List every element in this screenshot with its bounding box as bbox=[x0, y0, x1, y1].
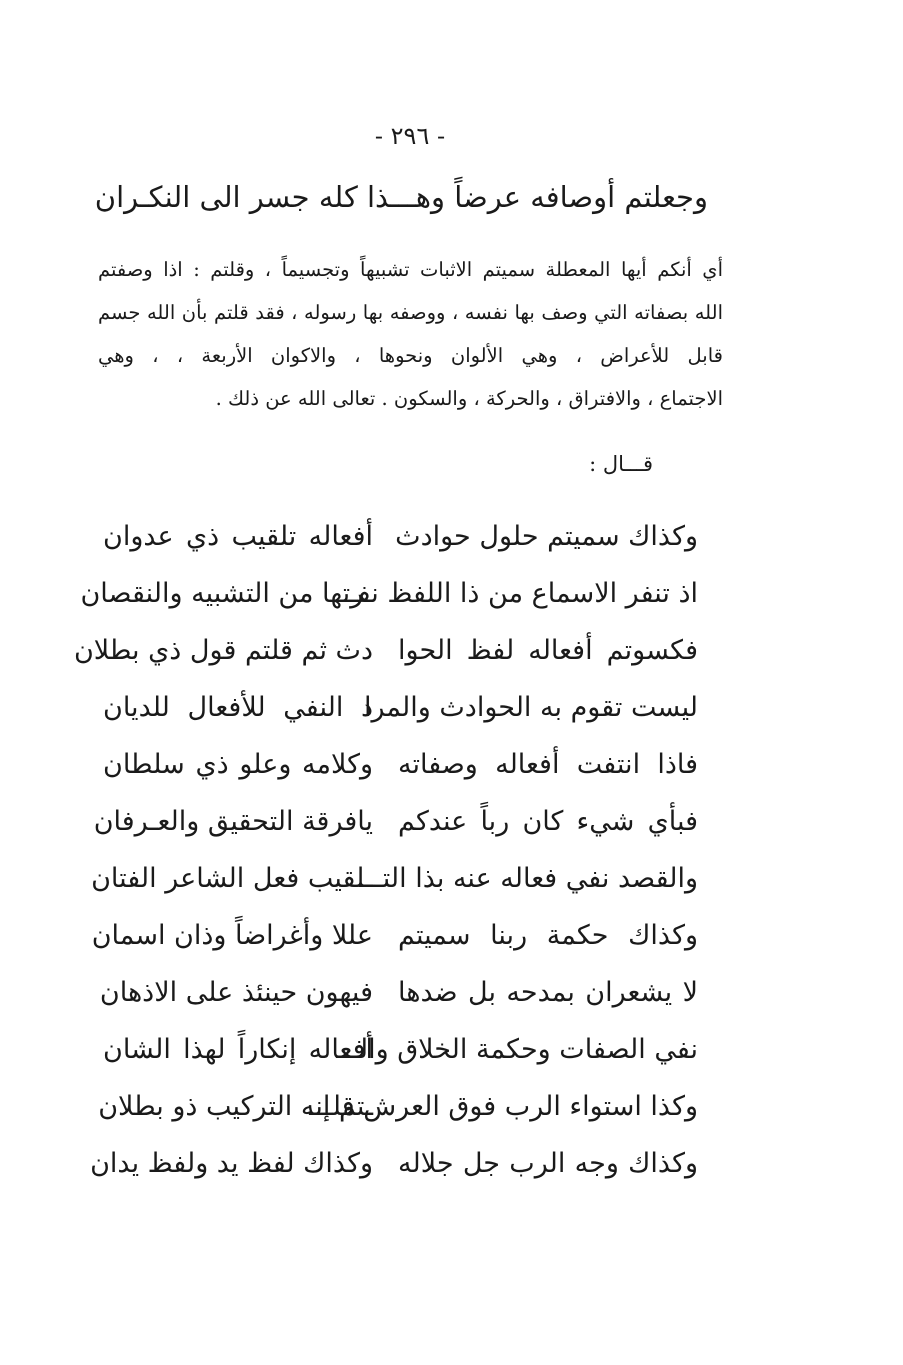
verse-first-hemistich: ليست تقوم به الحوادث والمرا bbox=[364, 692, 698, 723]
verse-line bbox=[99, 964, 698, 1021]
verse-second-hemistich: أفعاله تلقيب ذي عدوان bbox=[103, 521, 373, 552]
verse-line bbox=[73, 622, 698, 679]
verse-line bbox=[80, 565, 698, 622]
verse-first-hemistich: فكسوتم أفعاله لفظ الحوا bbox=[398, 635, 698, 666]
verse-first-hemistich: نفي الصفات وحكمة الخلاق والـــ bbox=[336, 1034, 698, 1065]
verse-second-hemistich: عللا وأغراضاً وذان اسمان bbox=[91, 920, 373, 951]
commentary-line: قابل للأعراض ، وهي الألوان ونحوها ، والاكوان الأربعة ، ، وهي bbox=[98, 344, 723, 367]
verse-line bbox=[103, 736, 698, 793]
verse-second-hemistich: ـتم إنه التركيب ذو بطلان bbox=[98, 1091, 373, 1122]
verse-first-hemistich: وكذاك وجه الرب جل جلاله bbox=[398, 1148, 698, 1179]
verse-first-hemistich: لا يشعران بمدحه بل ضدها bbox=[398, 977, 698, 1008]
commentary-paragraph bbox=[98, 248, 723, 420]
verse-line bbox=[91, 850, 698, 907]
qala-label: قـــال : bbox=[589, 452, 653, 476]
verse-line bbox=[91, 907, 698, 964]
commentary-line: الاجتماع ، والافتراق ، والحركة ، والسكون . تعالى الله عن ذلك . bbox=[215, 387, 723, 410]
verse-second-hemistich: وكذاك لفظ يد ولفظ يدان bbox=[90, 1148, 373, 1179]
verse-first-hemistich: وكذا استواء الرب فوق العرش قلـــ bbox=[309, 1091, 698, 1122]
verse-first-hemistich: وكذاك حكمة ربنا سميتم bbox=[398, 920, 698, 951]
poem bbox=[73, 508, 698, 1192]
verse-second-hemistich: دث ثم قلتم قول ذي بطلان bbox=[73, 635, 373, 666]
verse-line bbox=[90, 1135, 698, 1192]
verse-first-hemistich: وكذاك سميتم حلول حوادث bbox=[395, 521, 698, 552]
verse-first-hemistich: اذ تنفر الاسماع من ذا اللفظ نفـــ bbox=[333, 578, 698, 609]
verse-first-hemistich: والقصد نفي فعاله عنه بذا التـــ bbox=[359, 863, 698, 894]
verse-first-hemistich: فبأي شيء كان رباً عندكم bbox=[398, 806, 698, 837]
verse-second-hemistich: د النفي للأفعال للديان bbox=[103, 692, 373, 723]
verse-first-hemistich: فاذا انتفت أفعاله وصفاته bbox=[398, 749, 698, 780]
verse-line bbox=[103, 508, 698, 565]
verse-second-hemistich: وكلامه وعلو ذي سلطان bbox=[103, 749, 373, 780]
verse-line bbox=[98, 1078, 698, 1135]
verse-line bbox=[103, 679, 698, 736]
page-number: - ٢٩٦ - bbox=[374, 122, 446, 150]
heading-verse: وجعلتم أوصافه عرضاً وهـــذا كله جسر الى النكـران bbox=[94, 180, 708, 214]
verse-second-hemistich: ـلقيب فعل الشاعر الفتان bbox=[91, 863, 373, 894]
commentary-line: أي أنكم أيها المعطلة سميتم الاثبات تشبيهاً وتجسيماً ، وقلتم : اذا وصفتم bbox=[98, 258, 723, 281]
verse-second-hemistich: أفعاله إنكاراً لهذا الشان bbox=[103, 1034, 373, 1065]
verse-line bbox=[93, 793, 698, 850]
verse-line bbox=[103, 1021, 698, 1078]
verse-second-hemistich: يافرقة التحقيق والعـرفان bbox=[93, 806, 373, 837]
verse-second-hemistich: ـرتها من التشبيه والنقصان bbox=[80, 578, 373, 609]
commentary-line: الله بصفاته التي وصف بها نفسه ، ووصفه بها رسوله ، فقد قلتم بأن الله جسم bbox=[98, 301, 723, 324]
verse-second-hemistich: فيهون حينئذ على الاذهان bbox=[99, 977, 373, 1008]
